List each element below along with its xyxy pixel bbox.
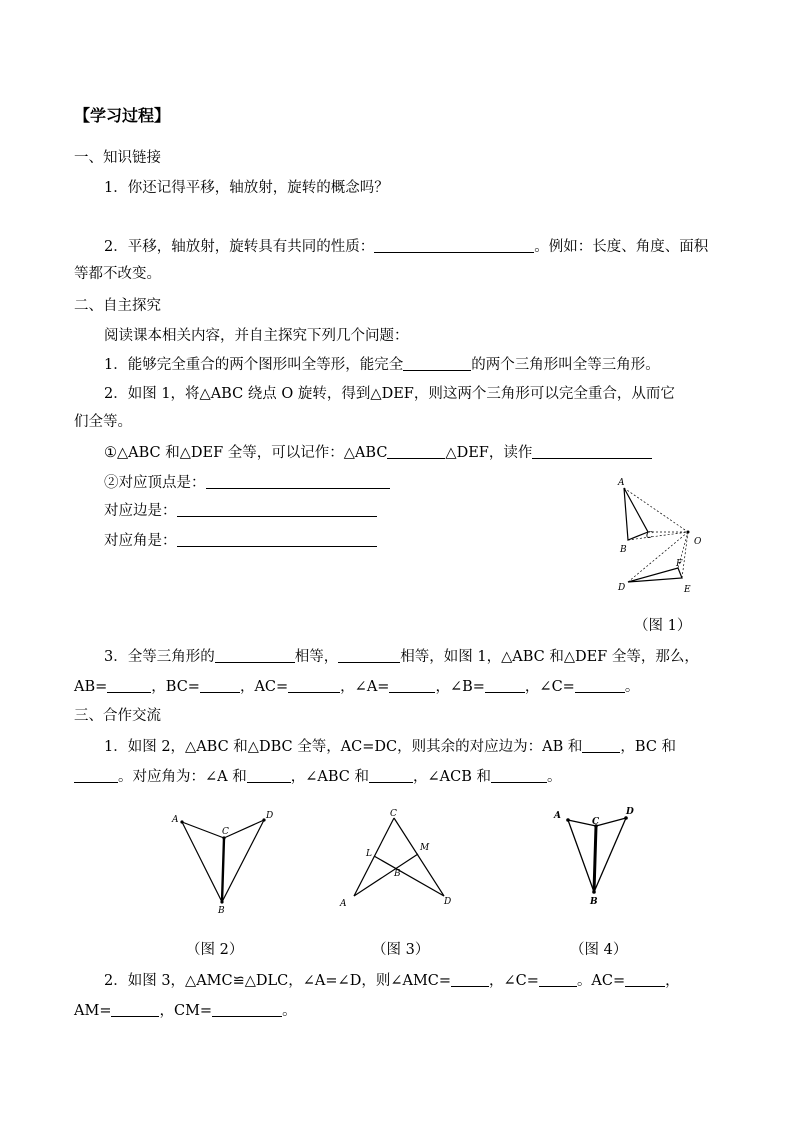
question-2-3 bbox=[104, 646, 699, 667]
segment-cd bbox=[394, 818, 444, 896]
segment-do bbox=[628, 532, 688, 582]
question-text: 相等，如图 1，△ABC 和△DEF 全等，那么， bbox=[400, 649, 699, 665]
answer-blank[interactable] bbox=[369, 766, 413, 783]
label-d: D bbox=[626, 807, 634, 817]
segment-db bbox=[594, 818, 626, 892]
question-text: 2．平移，轴放射，旋转具有共同的性质： bbox=[104, 239, 375, 255]
question-text: 对应角是： bbox=[104, 533, 177, 549]
question-3-2-cont bbox=[74, 1000, 297, 1021]
question-1-2-cont: 等都不改变。 bbox=[74, 266, 161, 282]
question-text: AM= bbox=[74, 1003, 112, 1019]
answer-blank[interactable] bbox=[111, 1000, 159, 1017]
answer-blank[interactable] bbox=[288, 676, 340, 693]
label-b: B bbox=[218, 906, 225, 916]
figure-4-diagram bbox=[546, 800, 646, 912]
question-text: ，BC= bbox=[151, 679, 200, 695]
question-text: 相等， bbox=[294, 649, 339, 665]
segment-cd bbox=[224, 820, 264, 838]
question-text: ，∠A= bbox=[340, 679, 390, 695]
question-3-1 bbox=[104, 736, 676, 757]
question-text: ，∠B= bbox=[435, 679, 485, 695]
question-text: ①△ABC 和△DEF 全等，可以记作：△ABC bbox=[104, 445, 388, 461]
label-a: A bbox=[618, 478, 625, 488]
label-b: B bbox=[590, 897, 598, 907]
answer-blank[interactable] bbox=[338, 646, 400, 663]
answer-blank[interactable] bbox=[532, 442, 652, 459]
label-f: F bbox=[676, 559, 683, 569]
question-text: ，BC 和 bbox=[620, 739, 677, 755]
sub-question-3 bbox=[104, 500, 377, 521]
question-1-2 bbox=[104, 236, 708, 257]
label-a: A bbox=[340, 899, 347, 909]
question-text: ，∠ABC 和 bbox=[290, 769, 369, 785]
answer-blank[interactable] bbox=[374, 236, 534, 253]
point-b bbox=[592, 890, 596, 894]
answer-blank[interactable] bbox=[491, 766, 547, 783]
answer-blank[interactable] bbox=[212, 1000, 282, 1017]
figure-2-diagram bbox=[166, 806, 282, 918]
question-text: ②对应顶点是： bbox=[104, 475, 206, 491]
sub-question-2 bbox=[104, 472, 390, 493]
label-m: M bbox=[420, 843, 430, 853]
question-text: ，CM= bbox=[159, 1003, 213, 1019]
question-2-3-cont bbox=[74, 676, 639, 697]
label-d: D bbox=[266, 811, 274, 821]
label-l: L bbox=[366, 849, 372, 859]
question-text: ，∠C= bbox=[524, 679, 575, 695]
answer-blank[interactable] bbox=[74, 766, 118, 783]
question-2-2-line1: 2．如图 1，将△ABC 绕点 O 旋转，得到△DEF，则这两个三角形可以完全重合，从而它 bbox=[104, 386, 675, 402]
question-text: 。 bbox=[624, 679, 640, 695]
explore-intro: 阅读课本相关内容，并自主探究下列几个问题： bbox=[104, 328, 409, 344]
segment-cb bbox=[222, 838, 224, 902]
question-2-2-line2: 们全等。 bbox=[74, 414, 132, 430]
answer-blank[interactable] bbox=[387, 442, 445, 459]
question-text: 对应边是： bbox=[104, 503, 177, 519]
question-3-1-cont bbox=[74, 766, 561, 787]
sub-question-4 bbox=[104, 530, 377, 551]
figure-1-diagram bbox=[606, 474, 716, 598]
question-text: 1．如图 2，△ABC 和△DBC 全等，AC=DC，则其余的对应边为：AB 和 bbox=[104, 739, 583, 755]
answer-blank[interactable] bbox=[539, 970, 577, 987]
triangle-abc bbox=[624, 488, 648, 540]
question-text: ， bbox=[665, 973, 680, 989]
question-text: 。AC= bbox=[576, 973, 626, 989]
answer-blank[interactable] bbox=[177, 530, 377, 547]
answer-blank[interactable] bbox=[247, 766, 291, 783]
point-b bbox=[220, 900, 223, 903]
question-2-1 bbox=[104, 354, 660, 375]
question-text: 1．能够完全重合的两个图形叫全等形，能完全 bbox=[104, 357, 404, 373]
segment-eo bbox=[682, 532, 688, 578]
label-b: B bbox=[620, 545, 627, 555]
heading-cooperation: 三、合作交流 bbox=[74, 708, 161, 724]
triangle-def bbox=[628, 568, 682, 582]
answer-blank[interactable] bbox=[206, 472, 390, 489]
answer-blank[interactable] bbox=[389, 676, 435, 693]
segment-cb bbox=[594, 826, 596, 892]
label-c: C bbox=[646, 531, 653, 541]
answer-blank[interactable] bbox=[200, 676, 240, 693]
segment-ao bbox=[624, 488, 688, 532]
question-text: 。例如：长度、角度、面积 bbox=[534, 239, 709, 255]
label-d: D bbox=[444, 897, 452, 907]
label-d: D bbox=[618, 583, 626, 593]
answer-blank[interactable] bbox=[177, 500, 377, 517]
answer-blank[interactable] bbox=[625, 970, 665, 987]
answer-blank[interactable] bbox=[582, 736, 620, 753]
figure-4 bbox=[546, 800, 646, 916]
label-c: C bbox=[592, 817, 600, 827]
question-text: AB= bbox=[74, 679, 108, 695]
question-text: 2．如图 3，△AMC≌△DLC，∠A=∠D，则∠AMC= bbox=[104, 973, 452, 989]
answer-blank[interactable] bbox=[215, 646, 295, 663]
answer-blank[interactable] bbox=[451, 970, 489, 987]
question-1-1: 1．你还记得平移，轴放射，旋转的概念吗？ bbox=[104, 180, 389, 196]
label-c: C bbox=[390, 809, 397, 819]
figure-3-diagram bbox=[336, 806, 462, 912]
figure-1-caption: （图 1） bbox=[634, 618, 692, 634]
point-a bbox=[180, 820, 183, 823]
question-text: △DEF，读作 bbox=[445, 445, 533, 461]
answer-blank[interactable] bbox=[575, 676, 625, 693]
label-o: O bbox=[694, 537, 702, 547]
label-e: E bbox=[684, 585, 691, 595]
point-a bbox=[566, 818, 570, 822]
question-text: 。 bbox=[282, 1003, 297, 1019]
segment-ab bbox=[182, 822, 222, 902]
question-text: 。对应角为：∠A 和 bbox=[118, 769, 247, 785]
label-a: A bbox=[172, 815, 179, 825]
question-text: 的两个三角形叫全等三角形。 bbox=[471, 357, 660, 373]
answer-blank[interactable] bbox=[485, 676, 525, 693]
figure-1 bbox=[606, 474, 716, 602]
figure-3 bbox=[336, 806, 462, 916]
figure-2-caption: （图 2） bbox=[186, 942, 244, 958]
question-text: 3．全等三角形的 bbox=[104, 649, 215, 665]
label-b: B bbox=[394, 869, 401, 879]
figure-4-caption: （图 4） bbox=[570, 942, 628, 958]
question-text: ，∠C= bbox=[489, 973, 539, 989]
question-text: ，AC= bbox=[239, 679, 289, 695]
label-a: A bbox=[554, 811, 561, 821]
answer-blank[interactable] bbox=[403, 354, 471, 371]
section-title: 【学习过程】 bbox=[74, 106, 171, 125]
sub-question-1 bbox=[104, 442, 652, 463]
figure-2 bbox=[166, 806, 282, 922]
answer-blank[interactable] bbox=[107, 676, 151, 693]
label-c: C bbox=[222, 827, 229, 837]
figure-3-caption: （图 3） bbox=[372, 942, 430, 958]
heading-self-explore: 二、自主探究 bbox=[74, 298, 161, 314]
question-text: ，∠ACB 和 bbox=[412, 769, 491, 785]
question-text: 。 bbox=[546, 769, 562, 785]
segment-ab bbox=[568, 820, 594, 892]
point-o bbox=[687, 531, 690, 534]
heading-knowledge-link: 一、知识链接 bbox=[74, 150, 161, 166]
segment-ac bbox=[354, 818, 394, 896]
question-3-2 bbox=[104, 970, 680, 991]
segment-cd bbox=[596, 818, 626, 826]
